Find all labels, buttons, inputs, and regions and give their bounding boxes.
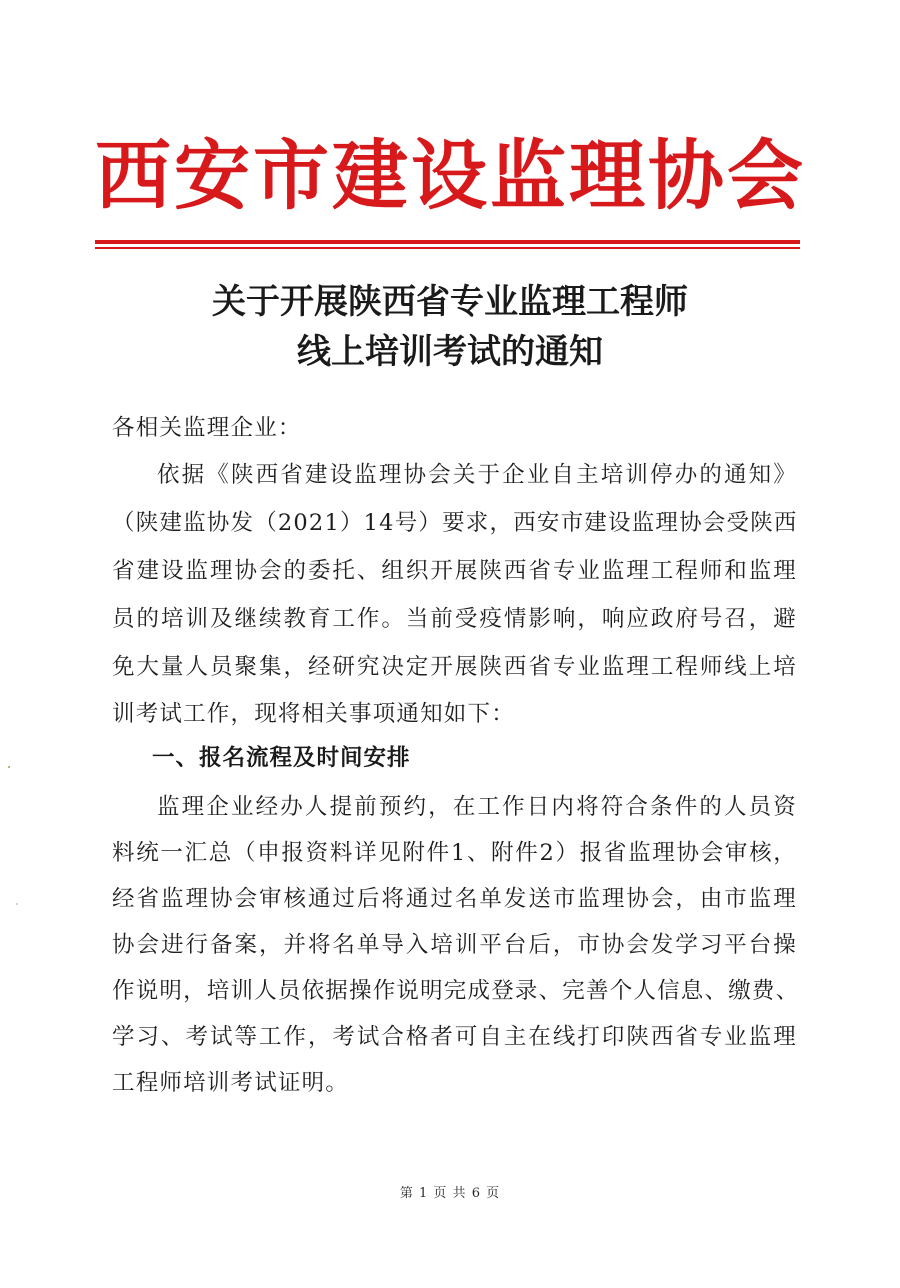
paragraph2-line: 作说明，培训人员依据操作说明完成登录、完善个人信息、缴费、 — [112, 978, 800, 1004]
paragraph1-line: 免大量人员聚集，经研究决定开展陕西省专业监理工程师线上培 — [112, 654, 797, 680]
page-footer: 第 1 页 共 6 页 — [399, 1186, 501, 1201]
paragraph1-line: 依据《陕西省建设监理协会关于企业自主培训停办的通知》 — [157, 462, 797, 488]
notice-title-line-1: 关于开展陕西省专业监理工程师 — [212, 282, 688, 322]
paragraph2-line: 经省监理协会审核通过后将通过名单发送市监理协会，由市监理 — [112, 886, 797, 912]
letterhead-rule-thick — [95, 240, 800, 244]
notice-title-line-2: 线上培训考试的通知 — [297, 332, 603, 372]
section1-heading: 一、报名流程及时间安排 — [152, 745, 411, 771]
letterhead-rule-thin — [95, 247, 800, 249]
paragraph2-line: 料统一汇总（申报资料详见附件1、附件2）报省监理协会审核， — [112, 840, 797, 866]
paragraph1-line: （陕建监协发（2021）14号）要求，西安市建设监理协会受陕西 — [112, 510, 798, 536]
paragraph2-line: 监理企业经办人提前预约，在工作日内将符合条件的人员资 — [157, 794, 797, 820]
paragraph1-line: 省建设监理协会的委托、组织开展陕西省专业监理工程师和监理 — [112, 558, 797, 584]
salutation: 各相关监理企业： — [112, 415, 302, 441]
letterhead-org-name: 西安市建设监理协会 — [95, 131, 806, 220]
paragraph2-line: 协会进行备案，并将名单导入培训平台后，市协会发学习平台操 — [112, 932, 797, 958]
scan-speck — [16, 903, 18, 905]
paragraph2-line: 工程师培训考试证明。 — [112, 1070, 350, 1096]
paragraph1-line: 训考试工作，现将相关事项通知如下： — [112, 701, 515, 727]
paragraph2-line: 学习、考试等工作，考试合格者可自主在线打印陕西省专业监理 — [112, 1024, 797, 1050]
paragraph1-line: 员的培训及继续教育工作。当前受疫情影响，响应政府号召，避 — [112, 606, 797, 632]
scan-speck — [8, 766, 10, 768]
